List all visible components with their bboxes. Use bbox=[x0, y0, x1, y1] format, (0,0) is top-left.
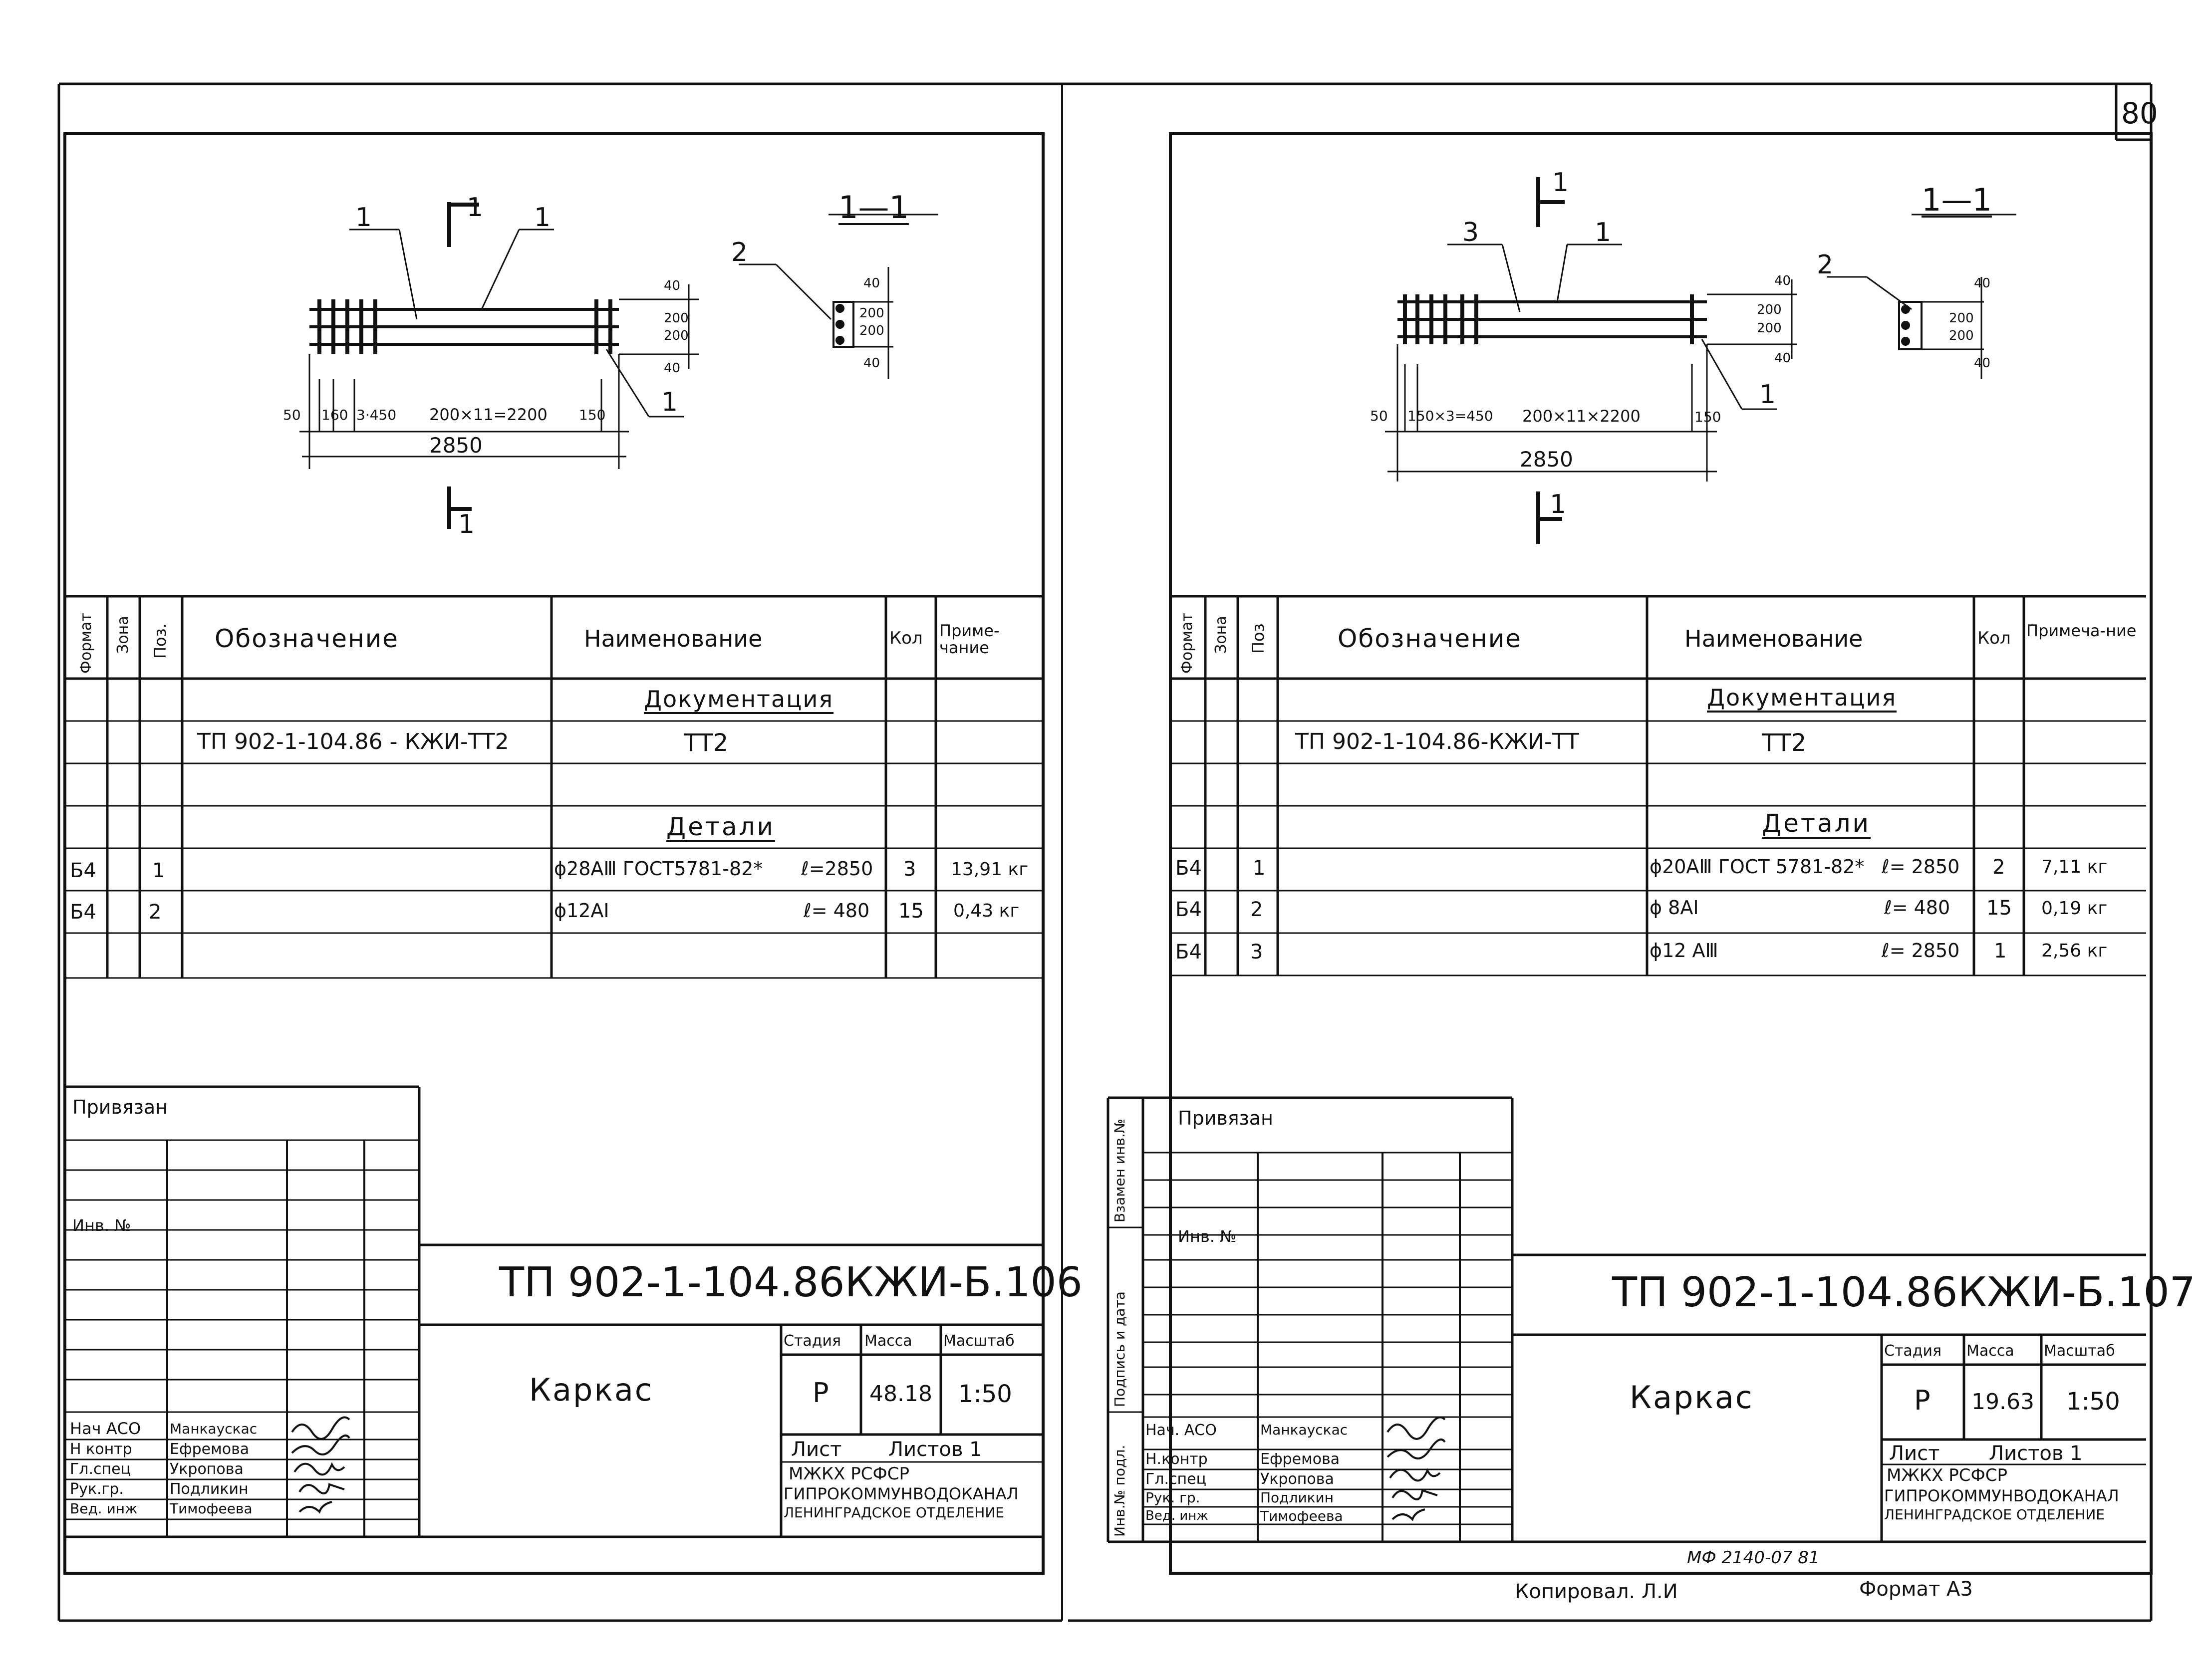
right-side-label-podpis: Подпись и дата bbox=[1111, 1291, 1128, 1407]
right-section-label: 1—1 bbox=[1922, 182, 1992, 218]
left-th-note: Приме-чание bbox=[939, 621, 1000, 657]
left-callout-2: 2 bbox=[731, 238, 748, 267]
left-dim-total: 2850 bbox=[429, 433, 483, 458]
right-stamp-sheet: Лист bbox=[1889, 1442, 1940, 1465]
left-th-qty: Кол bbox=[889, 628, 923, 648]
right-row-2-qty: 15 bbox=[1986, 897, 2012, 920]
footer-copied: Копировал. Л.И bbox=[1515, 1580, 1678, 1603]
left-side-dim-2: 200 bbox=[664, 311, 689, 326]
right-section-dim-2: 200 bbox=[1949, 311, 1974, 326]
right-th-note: Примеча-ние bbox=[2026, 621, 2137, 640]
left-doc-name: ТТ2 bbox=[684, 729, 729, 757]
right-stamp-sheets: Листов 1 bbox=[1989, 1442, 2083, 1465]
left-row-2-note: 0,43 кг bbox=[953, 901, 1020, 921]
right-th-designation: Обозначение bbox=[1338, 624, 1522, 653]
right-section-dim-4: 40 bbox=[1974, 356, 1991, 371]
left-callout-1c: 1 bbox=[661, 387, 678, 417]
left-role-5: Вед. инж bbox=[70, 1500, 138, 1517]
right-side-dim-4: 40 bbox=[1774, 351, 1791, 366]
left-row-1-name: ϕ28АⅢ ГОСТ5781-82* bbox=[554, 858, 763, 880]
footer-code: МФ 2140-07 81 bbox=[1687, 1548, 1820, 1568]
right-row-2-note: 0,19 кг bbox=[2041, 898, 2108, 919]
right-callout-1a: 1 bbox=[1595, 218, 1612, 247]
right-name-2: Ефремова bbox=[1260, 1450, 1340, 1468]
right-doc-code: ТП 902-1-104.86КЖИ-Б.107 bbox=[1612, 1269, 2196, 1316]
left-role-3: Гл.спец bbox=[70, 1460, 131, 1478]
left-stamp-org-1: МЖКХ РСФСР bbox=[789, 1464, 909, 1484]
left-callout-1a: 1 bbox=[355, 203, 372, 233]
right-doc-heading: Документация bbox=[1707, 684, 1897, 711]
right-name-4: Подликин bbox=[1260, 1489, 1334, 1506]
right-row-1-length: ℓ= 2850 bbox=[1882, 856, 1960, 878]
left-stamp-scale: 1:50 bbox=[958, 1380, 1012, 1408]
left-role-4: Рук.гр. bbox=[70, 1480, 124, 1498]
right-row-1-format: Б4 bbox=[1175, 857, 1202, 880]
footer-format: Формат А3 bbox=[1859, 1578, 1973, 1601]
right-th-name: Наименование bbox=[1684, 625, 1863, 652]
right-side-label-vzamen: Взамен инв.№ bbox=[1111, 1119, 1128, 1222]
left-dim-160: 160 bbox=[321, 407, 348, 423]
right-role-5: Вед. инж bbox=[1145, 1508, 1208, 1523]
right-row-2-format: Б4 bbox=[1175, 898, 1202, 921]
page-number: 80 bbox=[2121, 96, 2158, 130]
right-stamp-org-3: ЛЕНИНГРАДСКОЕ ОТДЕЛЕНИЕ bbox=[1884, 1506, 2105, 1523]
right-side-dim-3: 200 bbox=[1757, 321, 1782, 336]
left-row-2-pos: 2 bbox=[149, 901, 162, 924]
left-details-heading: Детали bbox=[666, 812, 776, 841]
right-dim-50: 50 bbox=[1370, 408, 1388, 424]
left-stamp-sheet: Лист bbox=[791, 1438, 842, 1461]
left-cut-mark-top: 1 bbox=[467, 193, 484, 223]
left-side-dim-4: 40 bbox=[664, 361, 681, 376]
right-row-3-note: 2,56 кг bbox=[2041, 941, 2108, 961]
right-row-2-name: ϕ 8АI bbox=[1650, 897, 1699, 919]
right-side-dim-1: 40 bbox=[1774, 273, 1791, 288]
left-row-2-format: Б4 bbox=[70, 901, 96, 924]
left-th-zone: Зона bbox=[114, 616, 132, 654]
right-cut-mark-top: 1 bbox=[1552, 168, 1569, 198]
left-name-3: Укропова bbox=[170, 1460, 244, 1478]
right-name-1: Манкаускас bbox=[1260, 1422, 1348, 1438]
left-row-1-format: Б4 bbox=[70, 859, 96, 882]
right-stamp-privyazan: Привязан bbox=[1178, 1107, 1273, 1129]
right-row-3-name: ϕ12 АⅢ bbox=[1650, 940, 1718, 961]
right-stamp-h-mass: Масса bbox=[1966, 1342, 2014, 1360]
left-role-2: Н контр bbox=[70, 1440, 132, 1458]
left-stamp-h-scale: Масштаб bbox=[943, 1332, 1015, 1350]
right-role-4: Рук. гр. bbox=[1145, 1489, 1200, 1506]
left-stamp-sheets: Листов 1 bbox=[888, 1438, 982, 1461]
left-stamp-h-mass: Масса bbox=[864, 1332, 912, 1350]
left-role-1: Нач АСО bbox=[70, 1419, 141, 1438]
right-details-heading: Детали bbox=[1762, 809, 1871, 838]
right-section-dim-3: 200 bbox=[1949, 328, 1974, 343]
right-dim-450: 150×3=450 bbox=[1407, 408, 1493, 424]
right-callout-2: 2 bbox=[1817, 250, 1834, 280]
left-doc-heading: Документация bbox=[644, 686, 834, 713]
left-row-1-note: 13,91 кг bbox=[951, 859, 1029, 880]
right-stamp-scale: 1:50 bbox=[2066, 1388, 2120, 1416]
left-th-name: Наименование bbox=[584, 625, 763, 652]
right-dim-2200: 200×11×2200 bbox=[1522, 407, 1641, 426]
left-stamp-org-3: ЛЕНИНГРАДСКОЕ ОТДЕЛЕНИЕ bbox=[784, 1504, 1004, 1521]
left-dim-2200: 200×11=2200 bbox=[429, 405, 548, 424]
right-role-3: Гл.спец bbox=[1145, 1470, 1206, 1488]
left-side-dim-1: 40 bbox=[664, 278, 681, 293]
left-section-dim-4: 40 bbox=[863, 356, 880, 371]
left-stamp-inv: Инв. № bbox=[72, 1216, 131, 1235]
left-name-5: Тимофеева bbox=[170, 1500, 253, 1517]
right-stamp-mass: 19.63 bbox=[1971, 1389, 2034, 1415]
right-stamp-h-scale: Масштаб bbox=[2044, 1342, 2115, 1360]
left-row-2-name: ϕ12АI bbox=[554, 900, 609, 922]
left-row-1-qty: 3 bbox=[903, 858, 916, 881]
right-name-5: Тимофеева bbox=[1260, 1508, 1343, 1524]
left-stamp-org-2: ГИПРОКОММУНВОДОКАНАЛ bbox=[784, 1484, 1019, 1503]
right-th-zone: Зона bbox=[1212, 616, 1230, 654]
right-dim-150: 150 bbox=[1694, 409, 1721, 425]
right-row-2-length: ℓ= 480 bbox=[1884, 897, 1950, 919]
left-dim-50: 50 bbox=[283, 407, 301, 423]
right-stamp-title: Каркас bbox=[1630, 1379, 1754, 1416]
left-th-pos: Поз. bbox=[151, 623, 170, 659]
right-cut-mark-bottom: 1 bbox=[1550, 489, 1567, 519]
right-section-dim-1: 40 bbox=[1974, 276, 1991, 291]
left-row-2-qty: 15 bbox=[898, 900, 924, 923]
left-doc-designation: ТП 902-1-104.86 - КЖИ-ТТ2 bbox=[197, 729, 509, 754]
right-stamp-stage: Р bbox=[1914, 1385, 1931, 1416]
left-row-1-length: ℓ=2850 bbox=[801, 858, 873, 880]
right-stamp-inv: Инв. № bbox=[1178, 1227, 1237, 1246]
left-stamp-h-stage: Стадия bbox=[784, 1332, 841, 1350]
left-row-2-length: ℓ= 480 bbox=[804, 900, 870, 922]
left-doc-code: ТП 902-1-104.86КЖИ-Б.106 bbox=[499, 1259, 1083, 1306]
left-stamp-mass: 48.18 bbox=[869, 1381, 932, 1407]
right-row-2-pos: 2 bbox=[1250, 898, 1263, 921]
right-role-1: Нач. АСО bbox=[1145, 1422, 1217, 1439]
right-th-pos: Поз bbox=[1249, 623, 1268, 654]
left-name-1: Манкаускас bbox=[170, 1421, 258, 1437]
right-row-3-pos: 3 bbox=[1250, 941, 1263, 963]
right-callout-3: 3 bbox=[1462, 218, 1479, 247]
right-stamp-org-2: ГИПРОКОММУНВОДОКАНАЛ bbox=[1884, 1486, 2119, 1505]
left-th-format: Формат bbox=[77, 613, 95, 674]
right-row-3-qty: 1 bbox=[1994, 940, 2007, 962]
left-dim-3x450: 3·450 bbox=[356, 407, 397, 423]
right-row-1-qty: 2 bbox=[1992, 856, 2005, 879]
left-section-label: 1—1 bbox=[838, 189, 909, 226]
left-th-designation: Обозначение bbox=[215, 624, 399, 653]
left-cut-mark-bottom: 1 bbox=[458, 509, 475, 539]
right-row-3-format: Б4 bbox=[1175, 941, 1202, 963]
left-stamp-stage: Р bbox=[813, 1377, 829, 1409]
left-stamp-privyazan: Привязан bbox=[72, 1096, 168, 1118]
right-role-2: Н.контр bbox=[1145, 1450, 1208, 1468]
right-row-1-pos: 1 bbox=[1253, 857, 1266, 880]
right-stamp-org-1: МЖКХ РСФСР bbox=[1887, 1465, 2007, 1485]
right-doc-name: ТТ2 bbox=[1762, 729, 1807, 757]
right-dim-total: 2850 bbox=[1520, 447, 1573, 472]
left-section-dim-3: 200 bbox=[859, 323, 884, 338]
left-section-dim-1: 40 bbox=[863, 276, 880, 291]
left-section-dim-2: 200 bbox=[859, 306, 884, 321]
left-name-4: Подликин bbox=[170, 1480, 249, 1498]
right-row-3-length: ℓ= 2850 bbox=[1882, 940, 1960, 961]
right-th-qty: Кол bbox=[1977, 628, 2011, 648]
right-doc-designation: ТП 902-1-104.86-КЖИ-ТТ bbox=[1295, 729, 1579, 754]
right-stamp-h-stage: Стадия bbox=[1884, 1342, 1942, 1360]
left-side-dim-3: 200 bbox=[664, 328, 689, 343]
left-name-2: Ефремова bbox=[170, 1440, 250, 1458]
right-side-dim-2: 200 bbox=[1757, 302, 1782, 317]
left-row-1-pos: 1 bbox=[152, 859, 165, 882]
right-row-1-name: ϕ20АⅢ ГОСТ 5781-82* bbox=[1650, 856, 1865, 878]
left-dim-150: 150 bbox=[579, 407, 606, 423]
left-stamp-title: Каркас bbox=[529, 1372, 653, 1408]
left-callout-1b: 1 bbox=[534, 203, 551, 233]
right-name-3: Укропова bbox=[1260, 1470, 1334, 1488]
right-callout-1b: 1 bbox=[1759, 380, 1776, 410]
right-side-label-invpodl: Инв.№ подл. bbox=[1111, 1444, 1128, 1537]
right-row-1-note: 7,11 кг bbox=[2041, 857, 2108, 877]
right-th-format: Формат bbox=[1178, 613, 1196, 674]
